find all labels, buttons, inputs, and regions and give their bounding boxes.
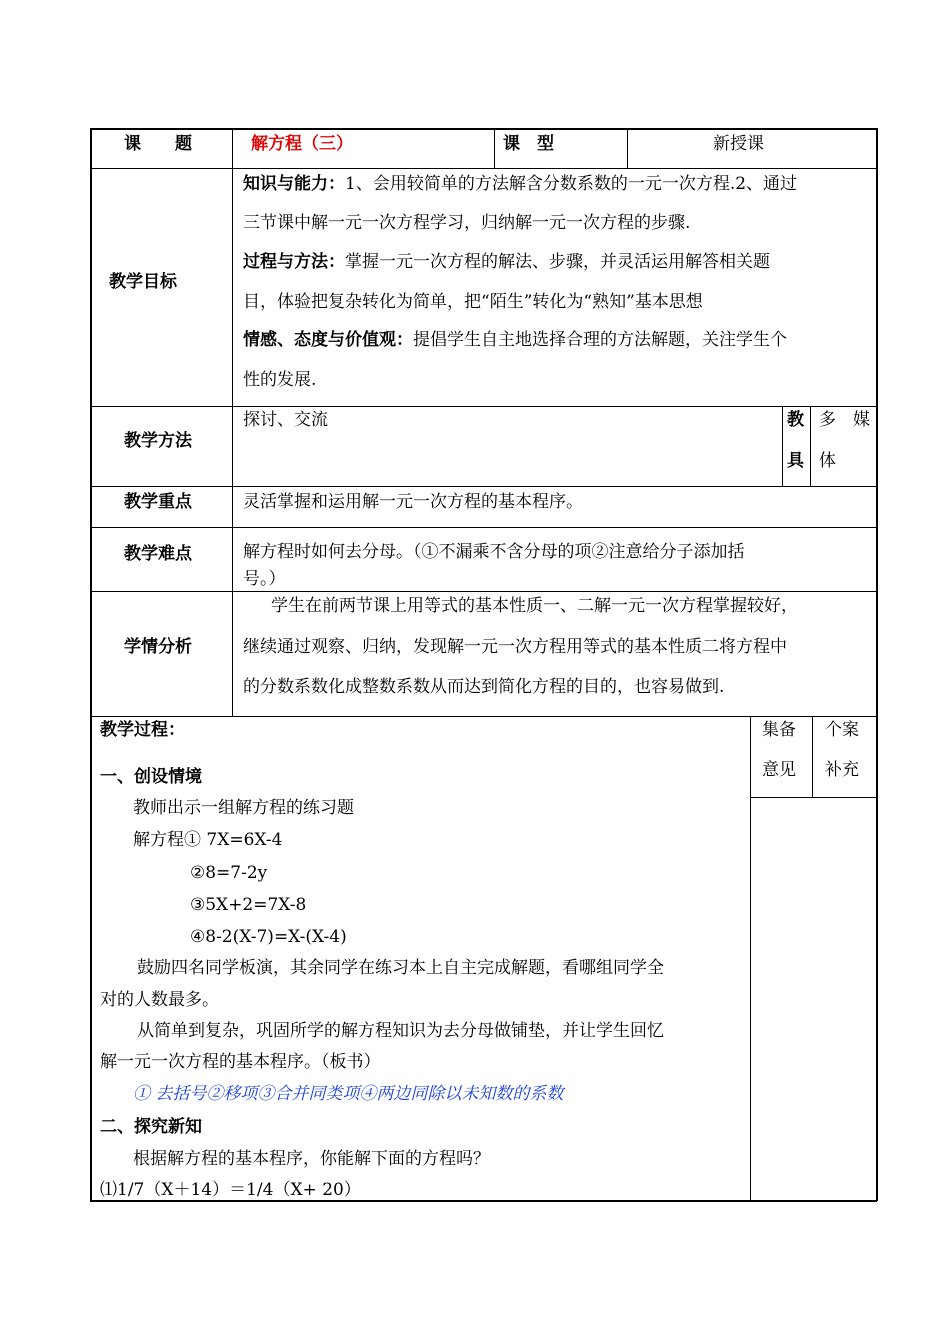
key-point-label: 教学重点 — [124, 492, 192, 512]
analysis-line3: 的分数系数化成整数系数从而达到简化方程的目的，也容易做到. — [243, 677, 725, 697]
equation-2: ②8=7-2y — [190, 863, 268, 883]
side-divider-h — [750, 797, 877, 798]
paragraph-2-line1: 鼓励四名同学板演，其余同学在练习本上自主完成解题，看哪组同学全 — [137, 958, 664, 978]
tool-divider-2 — [810, 406, 811, 486]
paragraph-1: 教师出示一组解方程的练习题 — [133, 798, 354, 818]
goals-label: 教学目标 — [109, 272, 177, 292]
row-divider-4 — [90, 527, 877, 528]
goals-process-text1: 掌握一元一次方程的解法、步骤，并灵活运用解答相关题 — [345, 252, 770, 272]
border-left — [90, 128, 92, 1201]
tool-label-1: 教 — [787, 410, 804, 430]
label-col-divider — [232, 128, 233, 716]
paragraph-3-line1: 从简单到复杂，巩固所学的解方程知识为去分母做铺垫，并让学生回忆 — [137, 1021, 664, 1041]
goals-knowledge-line1 — [243, 174, 797, 194]
row-divider-1 — [90, 168, 877, 169]
header-divider-3 — [627, 128, 628, 168]
equation-5: ⑴1/7（X＋14）＝1/4（X+ 20） — [100, 1180, 361, 1200]
goals-emotion-line1 — [243, 330, 787, 350]
process-divider-2 — [812, 716, 813, 797]
side-note-2b: 补充 — [825, 760, 859, 780]
topic-label: 课 题 — [124, 134, 192, 154]
header-divider-2 — [494, 128, 495, 168]
method-value: 探讨、交流 — [243, 410, 328, 430]
row-divider-2 — [90, 406, 877, 407]
topic-value: 解方程（三） — [251, 134, 353, 154]
goals-knowledge-text1: 1、会用较简单的方法解含分数系数的一元一次方程.2、通过 — [345, 174, 798, 194]
paragraph-3-line2: 解一元一次方程的基本程序。（板书） — [100, 1052, 381, 1072]
type-label: 课 型 — [503, 134, 554, 154]
paragraph-4: 根据解方程的基本程序，你能解下面的方程吗？ — [133, 1149, 490, 1169]
goals-knowledge-title: 知识与能力： — [243, 174, 345, 194]
tool-value-1: 多 媒 — [819, 410, 870, 430]
row-divider-3 — [90, 486, 877, 487]
analysis-line2: 继续通过观察、归纳，发现解一元一次方程用等式的基本性质二将方程中 — [243, 637, 787, 657]
method-label: 教学方法 — [124, 431, 192, 451]
goals-emotion-title: 情感、态度与价值观： — [243, 330, 413, 350]
border-right — [876, 128, 878, 1201]
border-bottom — [90, 1200, 877, 1202]
side-note-1b: 意见 — [762, 760, 796, 780]
equation-3: ③5X+2=7X-8 — [190, 895, 307, 915]
tool-divider-1 — [782, 406, 783, 486]
key-point-value: 灵活掌握和运用解一元一次方程的基本程序。 — [243, 492, 583, 512]
steps-text: ① 去括号②移项③合并同类项④两边同除以未知数的系数 — [133, 1084, 564, 1104]
goals-knowledge-line2: 三节课中解一元一次方程学习，归纳解一元一次方程的步骤. — [243, 213, 691, 233]
row-divider-5 — [90, 591, 877, 592]
tool-label-2: 具 — [787, 451, 804, 471]
difficulty-label: 教学难点 — [124, 544, 192, 564]
goals-process-title: 过程与方法： — [243, 252, 345, 272]
border-top — [90, 128, 877, 130]
paragraph-2-line2: 对的人数最多。 — [100, 990, 219, 1010]
difficulty-line1: 解方程时如何去分母。（①不漏乘不含分母的项②注意给分子添加括 — [243, 542, 745, 562]
difficulty-line2: 号。） — [243, 569, 286, 589]
section-1-heading: 一、创设情境 — [100, 767, 202, 787]
goals-process-line1 — [243, 252, 770, 272]
side-note-2a: 个案 — [825, 720, 859, 740]
equation-4: ④8-2(X-7)=X-(X-4) — [190, 927, 347, 947]
analysis-label: 学情分析 — [124, 637, 192, 657]
tool-value-2: 体 — [819, 451, 836, 471]
goals-emotion-line2: 性的发展. — [243, 370, 317, 390]
analysis-line1: 学生在前两节课上用等式的基本性质一、二解一元一次方程掌握较好， — [271, 596, 798, 616]
section-2-heading: 二、探究新知 — [100, 1117, 202, 1137]
goals-process-line2: 目，体验把复杂转化为简单，把“陌生”转化为“熟知”基本思想 — [243, 292, 703, 312]
row-divider-6 — [90, 716, 877, 717]
goals-emotion-text1: 提倡学生自主地选择合理的方法解题，关注学生个 — [413, 330, 787, 350]
equation-1: 解方程① 7X=6X-4 — [133, 830, 283, 850]
process-divider-1 — [750, 716, 751, 1201]
type-value: 新授课 — [713, 134, 764, 154]
process-title: 教学过程： — [100, 720, 185, 740]
side-note-1a: 集备 — [762, 720, 796, 740]
